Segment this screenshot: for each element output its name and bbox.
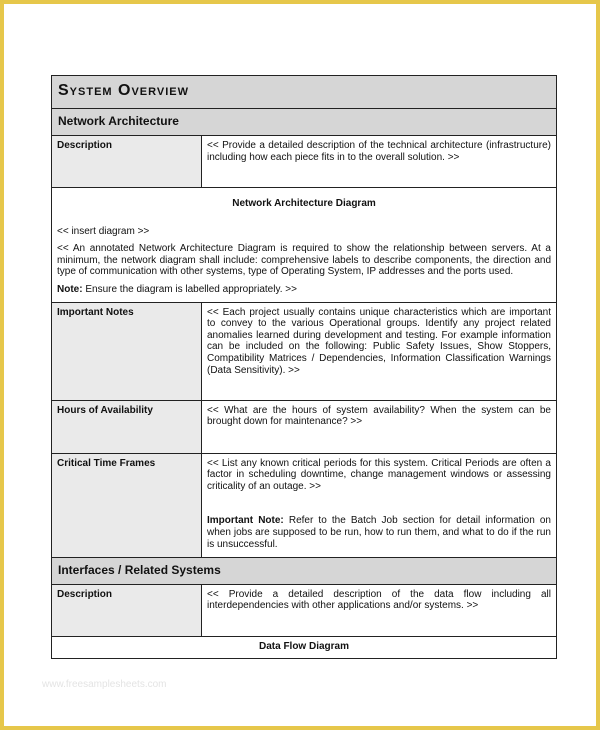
row-label: Description	[52, 136, 202, 188]
important-note-label: Important Note:	[207, 515, 284, 527]
diagram-row	[52, 636, 557, 658]
table-row	[52, 136, 557, 188]
critical-text: << List any known critical periods for this system. Critical Periods are often a factor in scheduling downtime, change management windows or assessing criticality of an outage. >>	[207, 457, 551, 492]
diagram-heading: Network Architecture Diagram	[232, 198, 376, 209]
diagram-placeholder: << insert diagram >>	[57, 225, 150, 237]
row-value: << Provide a detailed description of the data flow including all interdependencies with other applications and/or systems. >>	[202, 584, 557, 636]
diagram-instructions: << An annotated Network Architecture Diagram is required to show the relationship between servers. At a minimum, the network diagram shall include: comprehensive labels to describe components, the direction and type of communication with other systems, type of Operating System, IP addresses and the ports used.	[57, 243, 551, 278]
table-row	[52, 400, 557, 453]
diagram-cell	[52, 636, 557, 658]
row-label: Hours of Availability	[52, 400, 202, 453]
section-heading: Interfaces / Related Systems	[52, 557, 557, 584]
table-row	[52, 302, 557, 400]
diagram-heading: Data Flow Diagram	[258, 641, 350, 653]
section-heading: Network Architecture	[52, 109, 557, 136]
page-title: System Overview	[58, 82, 189, 100]
section-header-network	[52, 109, 557, 136]
row-value: << Provide a detailed description of the technical architecture (infrastructure) including how each piece fits in to the overall solution. >>	[202, 136, 557, 188]
critical-note	[207, 515, 551, 550]
row-label: Important Notes	[52, 302, 202, 400]
note-text: Ensure the diagram is labelled appropriately. >>	[82, 283, 297, 295]
title-row	[52, 76, 557, 109]
note-label: Note:	[57, 283, 83, 295]
diagram-row	[52, 188, 557, 303]
watermark: www.freesamplesheets.com	[42, 679, 167, 690]
table-row	[52, 584, 557, 636]
table-row	[52, 453, 557, 557]
row-label: Critical Time Frames	[52, 453, 202, 557]
row-value: << What are the hours of system availability? When the system can be brought down for maintenance? >>	[202, 400, 557, 453]
diagram-cell	[52, 188, 557, 303]
title-cell	[52, 76, 557, 109]
section-header-interfaces	[52, 557, 557, 584]
diagram-note	[57, 284, 551, 296]
important-note-text: Refer to the Batch Job section for detail information on when jobs are supposed to be run, how to run them, and what to do if the run is unsuccessful.	[207, 515, 551, 550]
row-label: Description	[52, 584, 202, 636]
row-value: << Each project usually contains unique characteristics which are important to convey to the various Operational groups. Identify any project related anomalies learned during development and testing. For example information can be included on the following: Public Safety Issues, Show Stoppers, Compatibility Matrices / Dependencies, Information Classification Warnings (Data Sensitivity). >>	[202, 302, 557, 400]
row-value	[202, 453, 557, 557]
system-overview-table	[51, 75, 557, 659]
